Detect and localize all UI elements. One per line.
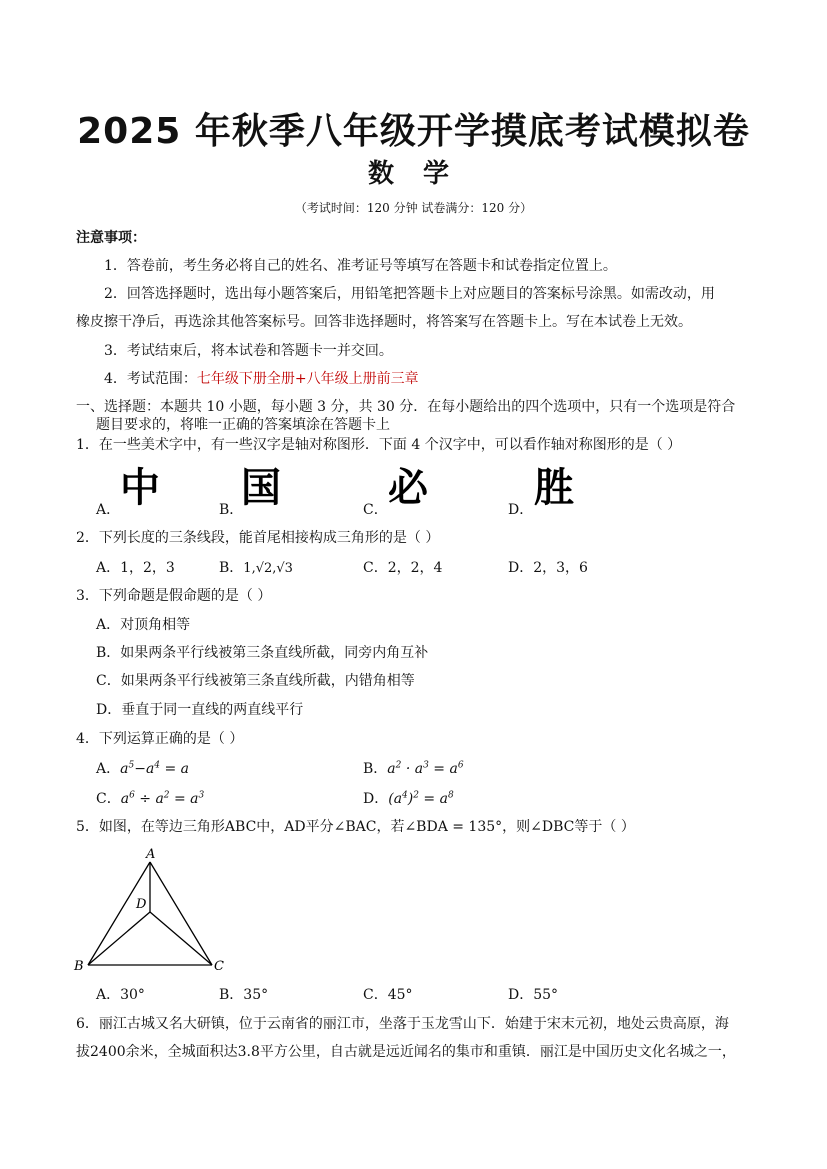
q2-option-a: A．1，2，3 (96, 560, 175, 576)
q5-triangle-figure (70, 842, 240, 978)
section1-line2: 题目要求的，将唯一正确的答案填涂在答题卡上 (96, 417, 390, 433)
q5-option-b: B．35° (219, 987, 269, 1003)
q4-option-c (96, 790, 204, 808)
q1-glyph-a-image: 中 (120, 465, 160, 511)
notes-item-1: 1．答卷前，考生务必将自己的姓名、准考证号等填写在答题卡和试卷指定位置上。 (104, 258, 617, 274)
q5-side-ac (150, 862, 212, 965)
notes-heading: 注意事项： (76, 230, 146, 246)
q4-stem: 4．下列运算正确的是（ ） (76, 731, 244, 747)
q1-option-c-label: C． (363, 502, 388, 518)
q5-label-c: C (214, 959, 224, 974)
q1-glyph-c-image: 必 (388, 465, 428, 511)
exam-title: 2025 年秋季八年级开学摸底考试模拟卷 (77, 111, 750, 152)
notes-item-3: 3．考试结束后，将本试卷和答题卡一并交回。 (104, 343, 393, 359)
q2-option-c: C．2，2，4 (363, 560, 443, 576)
notes-item-4-prefix: 4．考试范围： (104, 371, 197, 387)
q5-label-b: B (74, 959, 84, 974)
q5-label-d: D (136, 897, 147, 912)
q2-option-b-label: B． (219, 560, 244, 576)
q5-option-d: D．55° (508, 987, 559, 1003)
q4-option-a-label: A． (96, 761, 121, 777)
q4-option-b-label: B． (363, 761, 388, 777)
notes-item-2a: 2．回答选择题时，选出每小题答案后，用铅笔把答题卡上对应题目的答案标号涂黑。如需改动，用 (104, 286, 715, 302)
q4-option-a (96, 760, 189, 778)
q5-option-a: A．30° (96, 987, 145, 1003)
q6-line2: 拔2400余米，全城面积达3.8平方公里，自古就是远近闻名的集市和重镇．丽江是中国历史文化名城之一， (76, 1044, 736, 1060)
q1-option-d-label: D． (508, 502, 534, 518)
q1-glyph-d-image: 胜 (534, 465, 574, 511)
q1-glyph-b-image: 国 (241, 465, 281, 511)
q4-option-b (363, 760, 464, 778)
q5-side-ab (88, 862, 150, 965)
q4-option-d-label: D． (363, 791, 389, 807)
notes-item-4 (104, 370, 419, 388)
exam-subject: 数 学 (367, 159, 460, 189)
q2-option-b-math: 1,√2,√3 (243, 561, 293, 576)
q3-option-a: A．对顶角相等 (96, 617, 191, 633)
q2-option-b (219, 559, 293, 578)
exam-meta: （考试时间：120 分钟 试卷满分：120 分） (294, 201, 533, 215)
q5-option-c: C．45° (363, 987, 413, 1003)
q3-stem: 3．下列命题是假命题的是（ ） (76, 588, 272, 604)
q4-option-a-math: $a^5-a^4 = a$ (120, 760, 190, 777)
q5-label-a: A (146, 847, 156, 862)
q4-option-c-label: C． (96, 791, 121, 807)
q6-line1: 6．丽江古城又名大研镇，位于云南省的丽江市，坐落于玉龙雪山下．始建于宋末元初，地处云贵高原，海 (76, 1016, 729, 1032)
section1-line1: 一、选择题：本题共 10 小题，每小题 3 分，共 30 分．在每小题给出的四个选项中，只有一个选项是符合 (76, 399, 736, 415)
q5-stem: 5．如图，在等边三角形ABC中，AD平分∠BAC，若∠BDA = 135°，则∠DBC等于（ ） (76, 819, 635, 835)
q4-option-d-math: $(a^4)^2 = a^8$ (388, 790, 454, 807)
q5-segment-bd (88, 912, 150, 965)
q1-option-b-label: B． (219, 502, 244, 518)
q2-stem: 2．下列长度的三条线段，能首尾相接构成三角形的是（ ） (76, 530, 440, 546)
q3-option-b: B．如果两条平行线被第三条直线所截，同旁内角互补 (96, 645, 429, 661)
q1-stem: 1．在一些美术字中，有一些汉字是轴对称图形．下面 4 个汉字中，可以看作轴对称图形的是（ ） (76, 437, 682, 453)
q4-option-c-math: $a^6 \div a^2 = a^3$ (120, 790, 205, 807)
q5-segment-cd (150, 912, 212, 965)
q4-option-b-math: $a^2 \cdot a^3 = a^6$ (387, 760, 464, 777)
q3-option-c: C．如果两条平行线被第三条直线所截，内错角相等 (96, 673, 415, 689)
q1-option-a-label: A． (96, 502, 121, 518)
notes-item-2b: 橡皮擦干净后，再选涂其他答案标号。回答非选择题时，将答案写在答题卡上。写在本试卷上无效。 (76, 314, 692, 330)
q2-option-d: D．2，3，6 (508, 560, 588, 576)
q4-option-d (363, 790, 454, 808)
q3-option-d: D．垂直于同一直线的两直线平行 (96, 702, 304, 718)
notes-item-4-range: 七年级下册全册+八年级上册前三章 (196, 371, 419, 387)
